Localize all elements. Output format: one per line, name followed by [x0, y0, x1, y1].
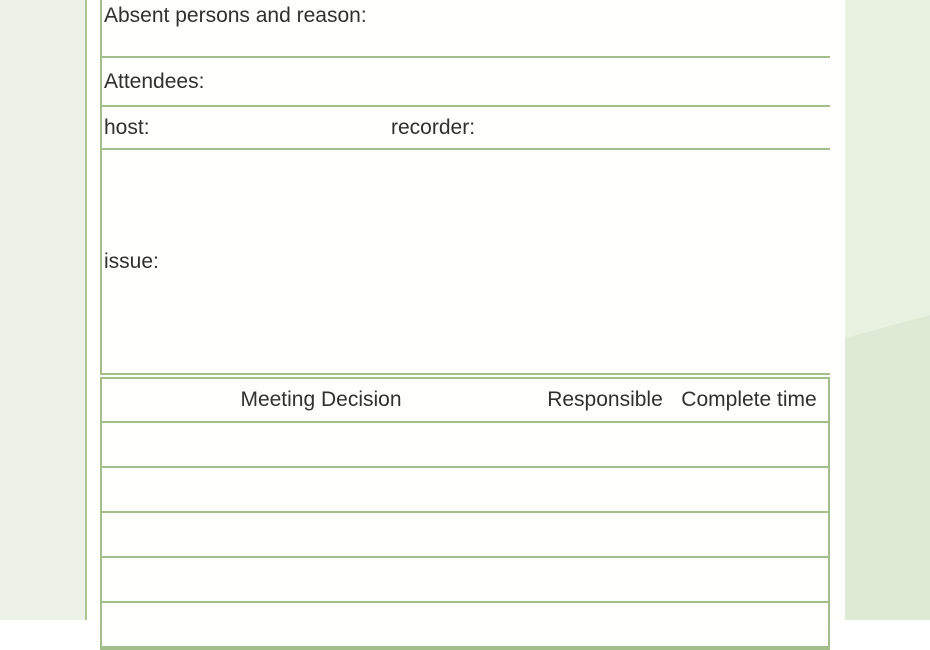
absent-persons-label: Absent persons and reason: [104, 4, 367, 27]
decision-table-empty-row [102, 603, 828, 648]
meeting-minutes-form [100, 0, 830, 650]
host-label: host: [104, 115, 150, 139]
document-page [85, 0, 845, 620]
issue-label: issue: [104, 249, 159, 273]
absent-persons-field [102, 0, 830, 58]
recorder-label: recorder: [391, 115, 476, 139]
decision-table [100, 377, 830, 650]
column-header-responsible: Responsible [547, 388, 663, 411]
host-recorder-row [102, 107, 830, 150]
decision-table-empty-row [102, 468, 828, 513]
background-right-strip [845, 0, 930, 620]
issue-field [102, 150, 830, 375]
background-left-strip [0, 0, 85, 620]
column-header-complete-time: Complete time [681, 388, 817, 411]
background-right-diagonal-shape [845, 0, 930, 620]
meeting-info-section [100, 0, 830, 375]
decision-table-header-row [102, 379, 828, 423]
decision-table-body [102, 423, 828, 648]
column-header-meeting-decision: Meeting Decision [240, 388, 402, 411]
decision-table-empty-row [102, 558, 828, 603]
attendees-field [102, 58, 830, 107]
decision-table-empty-row [102, 513, 828, 558]
attendees-label: Attendees: [104, 69, 205, 93]
decision-table-empty-row [102, 423, 828, 468]
